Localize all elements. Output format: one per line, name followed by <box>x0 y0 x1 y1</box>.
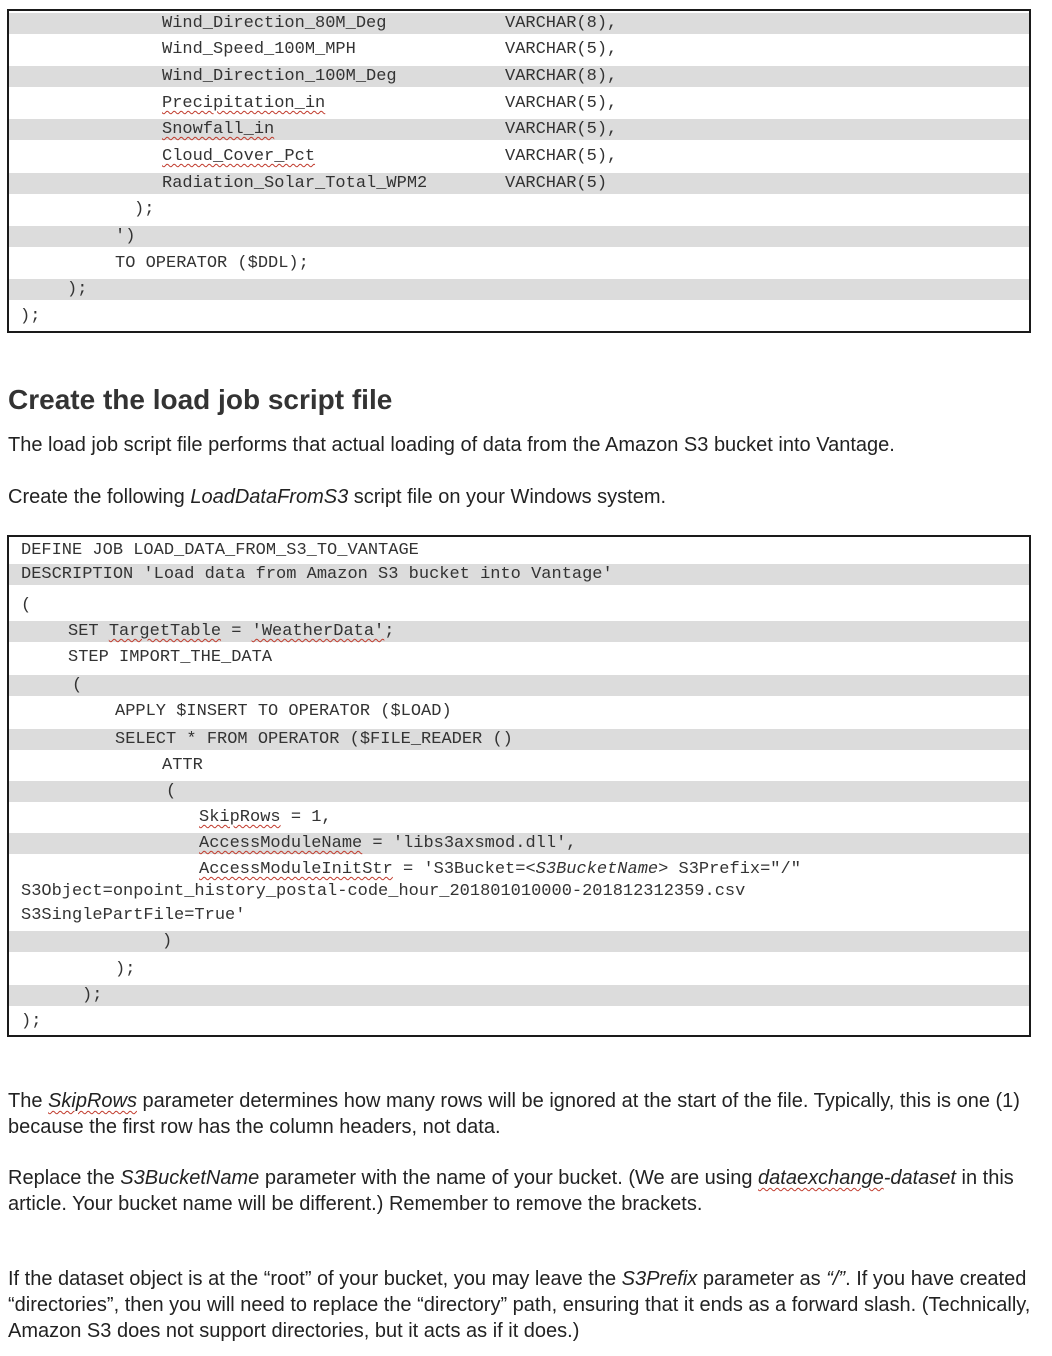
code-line <box>9 253 1029 274</box>
intro-paragraph: The load job script file performs that actual loading of data from the Amazon S3 bucket into Vantage. <box>8 434 895 456</box>
code-line <box>9 66 1029 87</box>
code-line: S3Object=onpoint_history_postal-code_hour_201801010000-201812312359.csv <box>21 882 746 901</box>
code-line <box>9 279 1029 300</box>
skiprows-text-2: parameter determines how many rows will be ignored at the start of the file. Typically, this is one (1) because the first row has the column headers, not data. <box>8 1090 1020 1138</box>
column-name: Wind_Speed_100M_MPH <box>162 40 356 59</box>
code-line <box>9 146 1029 167</box>
column-type: VARCHAR(8), <box>505 14 618 33</box>
code-line <box>9 199 1029 220</box>
column-name: ); <box>67 280 88 299</box>
access-module-init-key: AccessModuleInitStr <box>199 860 393 879</box>
column-name: ') <box>115 227 136 246</box>
prefix-slash: “/” <box>826 1268 846 1290</box>
bucket-text-3: in this article. Your bucket name will be different.) Remember to remove the brackets. <box>8 1167 1014 1215</box>
prefix-text-2: parameter as <box>697 1268 827 1290</box>
code-line <box>9 226 1029 247</box>
prefix-paragraph <box>8 1266 1038 1344</box>
column-type: VARCHAR(5), <box>505 94 618 113</box>
section-heading: Create the load job script file <box>8 384 393 415</box>
column-name: Precipitation_in <box>162 94 326 113</box>
code-block-ddl <box>7 9 1031 333</box>
create-paragraph <box>8 484 1038 510</box>
column-type: VARCHAR(5) <box>505 174 608 193</box>
code-line: ); <box>115 960 136 979</box>
bucket-paragraph <box>8 1165 1038 1217</box>
bucket-text-1: Replace the <box>8 1167 121 1189</box>
code-line: ( <box>21 596 32 615</box>
column-name: Cloud_Cover_Pct <box>162 147 316 166</box>
prefix-text-3: . If you have created “directories”, then you will need to replace the “directory” path, ensuring that it ends as a forward slash. (Technically, Amazon S3 does not support directories, but it acts as if it does.) <box>8 1268 1031 1342</box>
code-line <box>9 173 1029 194</box>
code-line: APPLY $INSERT TO OPERATOR ($LOAD) <box>115 702 452 721</box>
column-name: TO OPERATOR ($DDL); <box>115 254 309 273</box>
code-line: ) <box>9 931 1029 952</box>
prefix-param: S3Prefix <box>621 1268 698 1290</box>
code-line: DEFINE JOB LOAD_DATA_FROM_S3_TO_VANTAGE <box>21 541 419 560</box>
code-line: ); <box>21 1012 42 1031</box>
column-type: VARCHAR(8), <box>505 67 618 86</box>
code-line: SET TargetTable = 'WeatherData'; <box>9 621 1029 642</box>
code-line: SELECT * FROM OPERATOR ($FILE_READER () <box>9 729 1029 750</box>
create-text-after: script file on your Windows system. <box>348 486 667 508</box>
code-line: ( <box>9 781 1029 802</box>
code-line: DESCRIPTION 'Load data from Amazon S3 bucket into Vantage' <box>9 564 1029 585</box>
skiprows-key: SkipRows <box>199 808 281 827</box>
code-line: S3SinglePartFile=True' <box>21 906 246 925</box>
column-name: Wind_Direction_100M_Deg <box>162 67 397 86</box>
prefix-text-1: If the dataset object is at the “root” of your bucket, you may leave the <box>8 1268 622 1290</box>
bucket-example-1: dataexchange <box>758 1167 884 1189</box>
target-table-var: TargetTable <box>108 622 222 641</box>
bucket-text-2: parameter with the name of your bucket. (We are using <box>259 1167 759 1189</box>
code-line <box>9 13 1029 34</box>
skiprows-text-1: The <box>8 1090 49 1112</box>
code-line: AccessModuleName = 'libs3axsmod.dll', <box>9 833 1029 854</box>
script-filename: LoadDataFromS3 <box>190 486 349 508</box>
code-line: ATTR <box>162 756 203 775</box>
access-module-name-key: AccessModuleName <box>199 834 363 853</box>
column-name: Radiation_Solar_Total_WPM2 <box>162 174 428 193</box>
column-name: ); <box>134 200 155 219</box>
column-type: VARCHAR(5), <box>505 147 618 166</box>
skiprows-paragraph <box>8 1088 1038 1140</box>
column-name: Wind_Direction_80M_Deg <box>162 14 387 33</box>
target-table-value: 'WeatherData' <box>251 622 385 641</box>
code-line: STEP IMPORT_THE_DATA <box>68 648 273 667</box>
code-line <box>9 306 1029 327</box>
column-name: ); <box>20 307 41 326</box>
code-line: AccessModuleInitStr = 'S3Bucket=<S3BucketName> S3Prefix="/" <box>199 860 801 879</box>
code-line <box>9 119 1029 140</box>
column-type: VARCHAR(5), <box>505 40 618 59</box>
code-line: ( <box>9 675 1029 696</box>
skiprows-param: SkipRows <box>48 1090 137 1112</box>
code-line <box>9 39 1029 60</box>
code-block-load-job <box>7 535 1031 1037</box>
bucket-example-2: -dataset <box>883 1167 956 1189</box>
column-type: VARCHAR(5), <box>505 120 618 139</box>
column-name: Snowfall_in <box>162 120 275 139</box>
code-line <box>9 93 1029 114</box>
create-text-before: Create the following <box>8 486 191 508</box>
code-line: SkipRows = 1, <box>199 808 332 827</box>
bucket-param: S3BucketName <box>120 1167 260 1189</box>
code-line: ); <box>9 985 1029 1006</box>
